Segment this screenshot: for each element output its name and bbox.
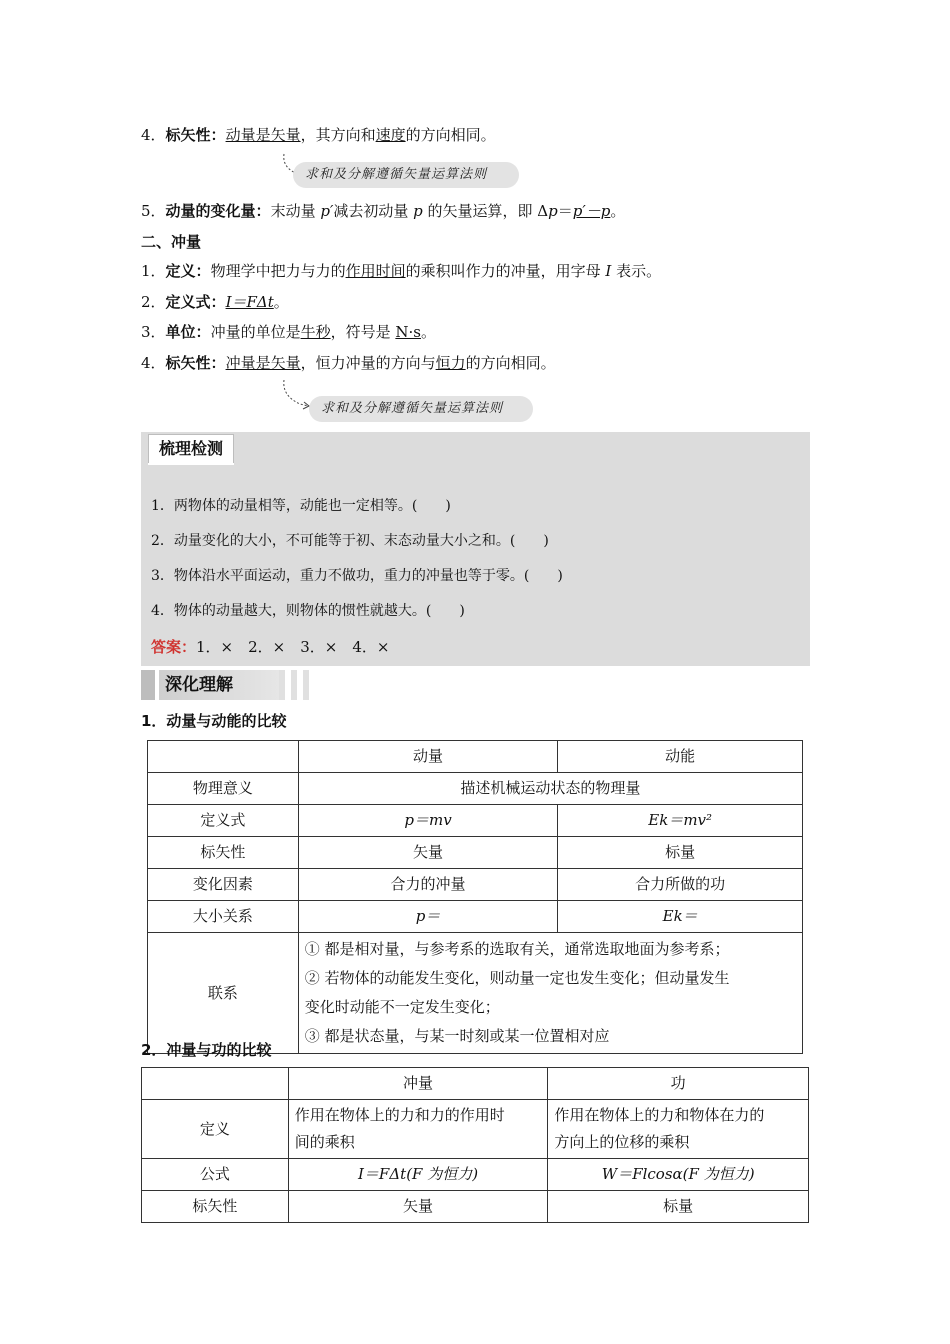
- momentum-vector-property: 4．标矢性：动量是矢量，其方向和速度的方向相同。: [141, 126, 496, 144]
- answer-label: 答案：: [151, 638, 197, 656]
- table1-caption: 1．动量与动能的比较: [141, 712, 287, 730]
- impulse-vector-property: 4．标矢性：冲量是矢量，恒力冲量的方向与恒力的方向相同。: [141, 354, 556, 372]
- table2-caption: 2．冲量与功的比较: [141, 1041, 272, 1059]
- table-row: 冲量 功: [142, 1068, 809, 1100]
- table-row: 定义 作用在物体上的力和力的作用时 间的乘积 作用在物体上的力和物体在力的 方向上的位移的乘积: [142, 1100, 809, 1159]
- table-row: 变化因素 合力的冲量 合力所做的功: [148, 869, 803, 901]
- table-row: 定义式 p＝mv Ek＝mv²: [148, 805, 803, 837]
- review-question-2: 2．动量变化的大小，不可能等于初、末态动量大小之和。( ): [151, 533, 549, 549]
- table-row: 公式 I＝FΔt(F 为恒力) W＝Flcosα(F 为恒力): [142, 1159, 809, 1191]
- table-row: 动量 动能: [148, 741, 803, 773]
- margin-note-2: 求和及分解遵循矢量运算法则: [309, 396, 533, 422]
- table-row: 标矢性 矢量 标量: [148, 837, 803, 869]
- impulse-definition: 1．定义：物理学中把力与力的作用时间的乘积叫作力的冲量，用字母 I 表示。: [141, 262, 662, 280]
- impulse-heading: 二、冲量: [141, 233, 202, 251]
- impulse-formula: 2．定义式：I＝FΔt。: [141, 293, 289, 311]
- table-row: 大小关系 p＝ Ek＝: [148, 901, 803, 933]
- momentum-energy-table: [147, 740, 803, 1054]
- table-row: 联系 ① 都是相对量，与参考系的选取有关，通常选取地面为参考系； ② 若物体的动能发生变化，则动量一定也发生变化；但动量发生 变化时动能不一定发生变化； ③ 都是状态量，与某一时刻或某一位置相对应: [148, 933, 803, 1054]
- impulse-work-table: [141, 1067, 809, 1223]
- review-answer: [151, 636, 389, 657]
- table-row: 标矢性 矢量 标量: [142, 1191, 809, 1223]
- margin-note-1: 求和及分解遵循矢量运算法则: [293, 162, 519, 188]
- review-question-1: 1．两物体的动量相等，动能也一定相等。( ): [151, 498, 451, 514]
- answer-text: 1．× 2．× 3．× 4．×: [196, 638, 390, 656]
- review-question-3: 3．物体沿水平面运动，重力不做功，重力的冲量也等于零。( ): [151, 568, 563, 584]
- review-tab: 梳理检测: [148, 434, 234, 464]
- table-row: 物理意义 描述机械运动状态的物理量: [148, 773, 803, 805]
- momentum-change: 5．动量的变化量：末动量 p′减去初动量 p 的矢量运算，即 Δp＝p′－p。: [141, 202, 626, 220]
- impulse-unit: 3．单位：冲量的单位是牛秒，符号是 N·s。: [141, 323, 436, 341]
- review-question-4: 4．物体的动量越大，则物体的惯性就越大。( ): [151, 603, 465, 619]
